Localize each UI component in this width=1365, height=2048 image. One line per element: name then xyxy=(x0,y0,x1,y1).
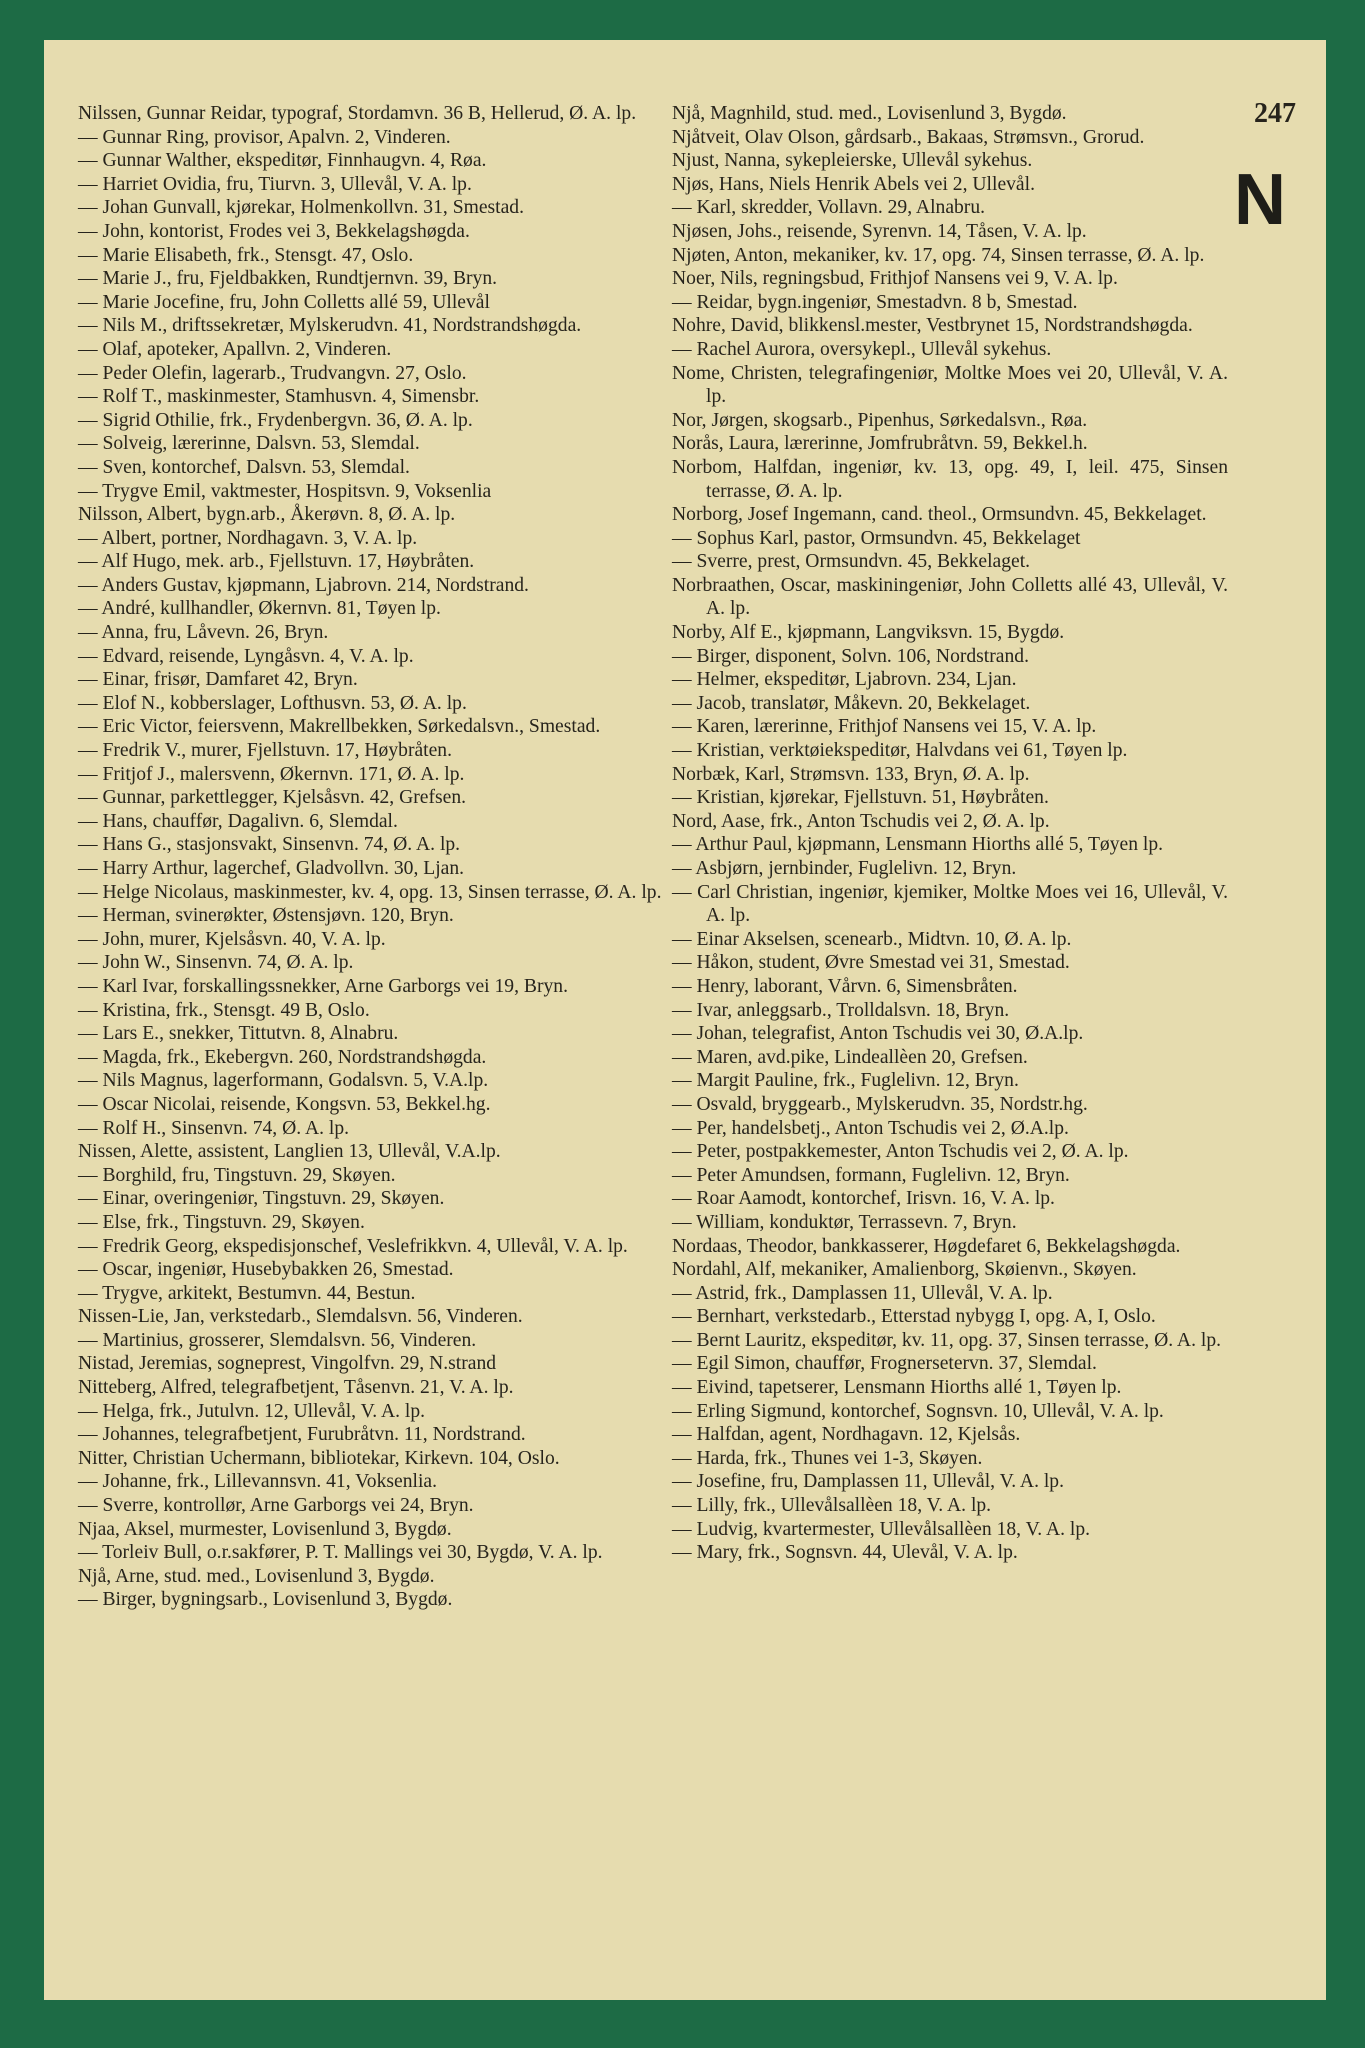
directory-entry: — Sven, kontorchef, Dalsvn. 53, Slemdal. xyxy=(78,456,410,478)
section-letter: N xyxy=(1234,160,1286,240)
directory-entry: — Solveig, lærerinne, Dalsvn. 53, Slemdal. xyxy=(78,433,420,455)
directory-entry: — Helga, frk., Jutulvn. 12, Ullevål, V. A. lp. xyxy=(78,1400,426,1422)
directory-entry: — Osvald, bryggearb., Mylskerudvn. 35, Nordstr.hg. xyxy=(672,1093,1088,1115)
directory-entry: — Oscar Nicolai, reisende, Kongsvn. 53, Bekkel.hg. xyxy=(78,1093,491,1115)
directory-entry: — Bernt Lauritz, ekspeditør, kv. 11, opg. 37, Sinsen terrasse, Ø. A. lp. xyxy=(672,1329,1222,1351)
directory-entry: — Fredrik Georg, ekspedisjonschef, Veslefrikkvn. 4, Ullevål, V. A. lp. xyxy=(78,1235,628,1257)
directory-entry: — Eivind, tapetserer, Lensmann Hiorths allé 1, Tøyen lp. xyxy=(672,1377,1122,1399)
directory-entry: — Edvard, reisende, Lyngåsvn. 4, V. A. lp. xyxy=(78,645,414,667)
directory-entry: — Johan Gunvall, kjørekar, Holmenkollvn. 31, Smestad. xyxy=(78,197,524,219)
directory-entry: Njøsen, Johs., reisende, Syrenvn. 14, Tåsen, V. A. lp. xyxy=(672,220,1087,242)
directory-entry: — Gunnar Walther, ekspeditør, Finnhaugvn. 4, Røa. xyxy=(78,150,487,172)
directory-entry: — Oscar, ingeniør, Husebybakken 26, Smestad. xyxy=(78,1259,454,1281)
directory-entry: — Reidar, bygn.ingeniør, Smestadvn. 8 b, Smestad. xyxy=(672,291,1078,313)
directory-entry: — Lars E., snekker, Tittutvn. 8, Alnabru. xyxy=(78,1023,399,1045)
directory-entry: — Henry, laborant, Vårvn. 6, Simensbråten. xyxy=(672,975,1018,997)
directory-entry: — Albert, portner, Nordhagavn. 3, V. A. lp. xyxy=(78,527,418,549)
directory-entry: Norby, Alf E., kjøpmann, Langviksvn. 15, Bygdø. xyxy=(672,622,1065,644)
directory-entry: — Birger, bygningsarb., Lovisenlund 3, Bygdø. xyxy=(78,1589,453,1611)
right-column xyxy=(672,102,1228,1565)
directory-entry: Norbom, Halfdan, ingeniør, kv. 13, opg. 49, I, leil. 475, Sinsen terrasse, Ø. A. lp. xyxy=(672,456,1228,502)
directory-entry: Njaa, Aksel, murmester, Lovisenlund 3, Bygdø. xyxy=(78,1518,452,1540)
directory-entry: — John W., Sinsenvn. 74, Ø. A. lp. xyxy=(78,952,354,974)
directory-entry: Njøten, Anton, mekaniker, kv. 17, opg. 74, Sinsen terrasse, Ø. A. lp. xyxy=(672,244,1205,266)
directory-entry: — John, kontorist, Frodes vei 3, Bekkelagshøgda. xyxy=(78,220,470,242)
directory-entry: Noer, Nils, regningsbud, Frithjof Nansens vei 9, V. A. lp. xyxy=(672,268,1118,290)
directory-entry: — Peder Olefin, lagerarb., Trudvangvn. 27, Oslo. xyxy=(78,362,467,384)
directory-entry: — Torleiv Bull, o.r.sakfører, P. T. Mallings vei 30, Bygdø, V. A. lp. xyxy=(78,1542,603,1564)
directory-entry: — Hans G., stasjonsvakt, Sinsenvn. 74, Ø. A. lp. xyxy=(78,834,461,856)
directory-entry: — Lilly, frk., Ullevålsallèen 18, V. A. lp. xyxy=(672,1495,992,1517)
directory-entry: — Jacob, translatør, Måkevn. 20, Bekkelaget. xyxy=(672,692,1031,714)
directory-entry: — Karl Ivar, forskallingssnekker, Arne Garborgs vei 19, Bryn. xyxy=(78,975,568,997)
directory-entry: — Ivar, anleggsarb., Trolldalsvn. 18, Bryn. xyxy=(672,999,1010,1021)
directory-entry: Norborg, Josef Ingemann, cand. theol., Ormsundvn. 45, Bekkelaget. xyxy=(672,504,1207,526)
directory-entry: — Margit Pauline, frk., Fuglelivn. 12, Bryn. xyxy=(672,1070,1019,1092)
directory-entry: — Sverre, prest, Ormsundvn. 45, Bekkelaget. xyxy=(672,551,1031,573)
directory-entry: — Helmer, ekspeditør, Ljabrovn. 234, Ljan. xyxy=(672,669,1017,691)
directory-entry: — Peter Amundsen, formann, Fuglelivn. 12, Bryn. xyxy=(672,1164,1070,1186)
directory-entry: — Håkon, student, Øvre Smestad vei 31, Smestad. xyxy=(672,952,1070,974)
directory-entry: — Nils M., driftssekretær, Mylskerudvn. 41, Nordstrandshøgda. xyxy=(78,315,582,337)
directory-entry: — Gunnar Ring, provisor, Apalvn. 2, Vinderen. xyxy=(78,126,451,148)
directory-entry: — Rolf H., Sinsenvn. 74, Ø. A. lp. xyxy=(78,1117,350,1139)
directory-entry: Nordahl, Alf, mekaniker, Amalienborg, Skøienvn., Skøyen. xyxy=(672,1259,1137,1281)
directory-entry: — Asbjørn, jernbinder, Fuglelivn. 12, Bryn. xyxy=(672,858,1017,879)
directory-entry: — Einar Akselsen, scenearb., Midtvn. 10, Ø. A. lp. xyxy=(672,928,1072,950)
directory-entry: — Nils Magnus, lagerformann, Godalsvn. 5, V.A.lp. xyxy=(78,1070,489,1092)
directory-entry: — Harry Arthur, lagerchef, Gladvollvn. 30, Ljan. xyxy=(78,858,465,879)
directory-entry: — Eric Victor, feiersvenn, Makrellbekken, Sørkedalsvn., Smestad. xyxy=(78,716,601,738)
directory-entry: — Rolf T., maskinmester, Stamhusvn. 4, Simensbr. xyxy=(78,386,480,408)
directory-entry: — Peter, postpakkemester, Anton Tschudis vei 2, Ø. A. lp. xyxy=(672,1141,1129,1163)
directory-entry: Nitteberg, Alfred, telegrafbetjent, Tåsenvn. 21, V. A. lp. xyxy=(78,1377,514,1399)
directory-entry: — Gunnar, parkettlegger, Kjelsåsvn. 42, Grefsen. xyxy=(78,787,467,809)
directory-entry: — Per, handelsbetj., Anton Tschudis vei 2, Ø.A.lp. xyxy=(672,1117,1069,1139)
directory-entry: — Sverre, kontrollør, Arne Garborgs vei 24, Bryn. xyxy=(78,1495,474,1517)
directory-entry: — Einar, frisør, Damfaret 42, Bryn. xyxy=(78,669,358,691)
directory-entry: Nissen-Lie, Jan, verkstedarb., Slemdalsvn. 56, Vinderen. xyxy=(78,1306,523,1328)
directory-entry: — Marie Jocefine, fru, John Colletts allé 59, Ullevål xyxy=(78,291,490,313)
directory-entry: — Borghild, fru, Tingstuvn. 29, Skøyen. xyxy=(78,1164,396,1186)
directory-entry: — Kristian, kjørekar, Fjellstuvn. 51, Høybråten. xyxy=(672,787,1049,809)
directory-entry: — Carl Christian, ingeniør, kjemiker, Moltke Moes vei 16, Ullevål, V. A. lp. xyxy=(672,881,1228,927)
directory-entry: — Marie J., fru, Fjeldbakken, Rundtjernvn. 39, Bryn. xyxy=(78,268,498,290)
directory-entry: — Fredrik V., murer, Fjellstuvn. 17, Høybråten. xyxy=(78,740,453,762)
directory-entry: — Karen, lærerinne, Frithjof Nansens vei 15, V. A. lp. xyxy=(672,716,1097,738)
directory-entry: — Mary, frk., Sognsvn. 44, Ulevål, V. A. lp. xyxy=(672,1542,1018,1564)
directory-entry: — Johanne, frk., Lillevannsvn. 41, Voksenlia. xyxy=(78,1471,437,1493)
directory-entry: Nistad, Jeremias, sogneprest, Vingolfvn. 29, N.strand xyxy=(78,1353,497,1375)
directory-entry: Norbæk, Karl, Strømsvn. 133, Bryn, Ø. A. lp. xyxy=(672,763,1030,785)
directory-entry: — Olaf, apoteker, Apallvn. 2, Vinderen. xyxy=(78,338,392,360)
directory-entry: — William, konduktør, Terrassevn. 7, Bryn. xyxy=(672,1211,1017,1233)
directory-entry: — Karl, skredder, Vollavn. 29, Alnabru. xyxy=(672,197,986,219)
directory-entry: — Fritjof J., malersvenn, Økernvn. 171, Ø. A. lp. xyxy=(78,763,465,785)
directory-entry: — Kristian, verktøiekspeditør, Halvdans vei 61, Tøyen lp. xyxy=(672,740,1128,762)
directory-entry: Nissen, Alette, assistent, Langlien 13, Ullevål, V.A.lp. xyxy=(78,1141,501,1163)
directory-entry: — Harriet Ovidia, fru, Tiurvn. 3, Ullevål, V. A. lp. xyxy=(78,173,472,195)
directory-entry: — Anders Gustav, kjøpmann, Ljabrovn. 214, Nordstrand. xyxy=(78,574,529,596)
directory-entry: — Helge Nicolaus, maskinmester, kv. 4, opg. 13, Sinsen terrasse, Ø. A. lp. xyxy=(78,881,662,903)
directory-entry: Nilsson, Albert, bygn.arb., Åkerøvn. 8, Ø. A. lp. xyxy=(78,504,456,526)
directory-entry: Njå, Arne, stud. med., Lovisenlund 3, Bygdø. xyxy=(78,1565,435,1587)
directory-entry: — Egil Simon, chauffør, Frognersetervn. 37, Slemdal. xyxy=(672,1353,1097,1375)
directory-entry: — Einar, overingeniør, Tingstuvn. 29, Skøyen. xyxy=(78,1188,445,1210)
directory-entry: — Anna, fru, Låvevn. 26, Bryn. xyxy=(78,622,329,644)
directory-entry: — Birger, disponent, Solvn. 106, Nordstrand. xyxy=(672,645,1029,667)
directory-entry: — Rachel Aurora, oversykepl., Ullevål sykehus. xyxy=(672,338,1052,360)
directory-entry: — Herman, svinerøkter, Østensjøvn. 120, Bryn. xyxy=(78,905,454,927)
directory-entry: Njåtveit, Olav Olson, gårdsarb., Bakaas, Strømsvn., Grorud. xyxy=(672,126,1145,148)
directory-entry: — Sophus Karl, pastor, Ormsundvn. 45, Bekkelaget xyxy=(672,527,1081,549)
directory-entry: — Maren, avd.pike, Lindeallèen 20, Grefsen. xyxy=(672,1046,1028,1068)
directory-page xyxy=(44,40,1326,2000)
directory-entry: — Magda, frk., Ekebergvn. 260, Nordstrandshøgda. xyxy=(78,1046,487,1068)
page-number: 247 xyxy=(1254,98,1296,129)
directory-entry: — Else, frk., Tingstuvn. 29, Skøyen. xyxy=(78,1211,365,1233)
directory-entry: — Josefine, fru, Damplassen 11, Ullevål, V. A. lp. xyxy=(672,1471,1065,1493)
directory-entry: — Sigrid Othilie, frk., Frydenbergvn. 36, Ø. A. lp. xyxy=(78,409,473,431)
directory-entry: — Roar Aamodt, kontorchef, Irisvn. 16, V. A. lp. xyxy=(672,1188,1055,1210)
directory-entry: — Marie Elisabeth, frk., Stensgt. 47, Oslo. xyxy=(78,244,414,266)
left-column xyxy=(78,102,676,1612)
directory-entry: Norås, Laura, lærerinne, Jomfrubråtvn. 59, Bekkel.h. xyxy=(672,433,1088,455)
directory-entry: Nohre, David, blikkensl.mester, Vestbrynet 15, Nordstrandshøgda. xyxy=(672,315,1193,337)
directory-entry: — Harda, frk., Thunes vei 1-3, Skøyen. xyxy=(672,1447,983,1469)
directory-entry: — Hans, chauffør, Dagalivn. 6, Slemdal. xyxy=(78,810,398,832)
directory-entry: — Halfdan, agent, Nordhagavn. 12, Kjelsås. xyxy=(672,1424,1021,1446)
directory-entry: — Arthur Paul, kjøpmann, Lensmann Hiorths allé 5, Tøyen lp. xyxy=(672,834,1164,856)
directory-entry: — Bernhart, verkstedarb., Etterstad nybygg I, opg. A, I, Oslo. xyxy=(672,1306,1156,1328)
directory-entry: — John, murer, Kjelsåsvn. 40, V. A. lp. xyxy=(78,928,386,950)
directory-entry: Nitter, Christian Uchermann, bibliotekar, Kirkevn. 104, Oslo. xyxy=(78,1447,560,1469)
directory-entry: Nome, Christen, telegrafingeniør, Moltke Moes vei 20, Ullevål, V. A. lp. xyxy=(672,362,1228,408)
directory-entry: — Kristina, frk., Stensgt. 49 B, Oslo. xyxy=(78,999,370,1021)
directory-entry: — Astrid, frk., Damplassen 11, Ullevål, V. A. lp. xyxy=(672,1282,1053,1304)
directory-entry: — Ludvig, kvartermester, Ullevålsallèen 18, V. A. lp. xyxy=(672,1518,1091,1540)
directory-entry: Nor, Jørgen, skogsarb., Pipenhus, Sørkedalsvn., Røa. xyxy=(672,409,1088,431)
directory-entry: — Erling Sigmund, kontorchef, Sognsvn. 10, Ullevål, V. A. lp. xyxy=(672,1400,1164,1422)
directory-entry: — Johan, telegrafist, Anton Tschudis vei 30, Ø.A.lp. xyxy=(672,1023,1084,1045)
directory-entry: — André, kullhandler, Økernvn. 81, Tøyen lp. xyxy=(78,598,441,620)
directory-entry: Nilssen, Gunnar Reidar, typograf, Stordamvn. 36 B, Hellerud, Ø. A. lp. xyxy=(78,103,637,124)
directory-entry: — Elof N., kobberslager, Lofthusvn. 53, Ø. A. lp. xyxy=(78,692,467,714)
directory-entry: Norbraathen, Oscar, maskiningeniør, John Colletts allé 43, Ullevål, V. A. lp. xyxy=(672,574,1228,620)
directory-entry: — Johannes, telegrafbetjent, Furubråtvn. 11, Nordstrand. xyxy=(78,1424,526,1446)
directory-entry: — Alf Hugo, mek. arb., Fjellstuvn. 17, Høybråten. xyxy=(78,551,475,573)
directory-entry: Njøs, Hans, Niels Henrik Abels vei 2, Ullevål. xyxy=(672,173,1035,195)
directory-entry: Njå, Magnhild, stud. med., Lovisenlund 3, Bygdø. xyxy=(672,103,1067,124)
directory-entry: Nordaas, Theodor, bankkasserer, Høgdefaret 6, Bekkelagshøgda. xyxy=(672,1235,1181,1257)
directory-entry: — Martinius, grosserer, Slemdalsvn. 56, Vinderen. xyxy=(78,1329,477,1351)
directory-entry: — Trygve Emil, vaktmester, Hospitsvn. 9, Voksenlia xyxy=(78,480,492,502)
directory-entry: Nord, Aase, frk., Anton Tschudis vei 2, Ø. A. lp. xyxy=(672,810,1050,832)
directory-entry: — Trygve, arkitekt, Bestumvn. 44, Bestun. xyxy=(78,1282,416,1304)
directory-entry: Njust, Nanna, sykepleierske, Ullevål sykehus. xyxy=(672,150,1033,172)
